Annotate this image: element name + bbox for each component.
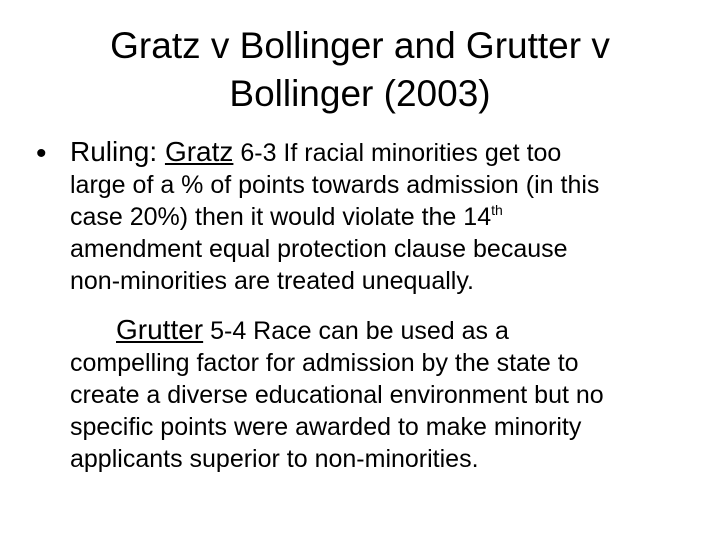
grutter-ruling-paragraph <box>70 314 710 475</box>
title-line-1: Gratz v Bollinger and Grutter v <box>110 25 610 66</box>
gratz-ruling-paragraph <box>70 136 710 297</box>
gratz-line-4: amendment equal protection clause because <box>70 235 568 263</box>
gratz-line-1 <box>70 136 710 169</box>
grutter-line-5: applicants superior to non-minorities. <box>70 445 479 473</box>
gratz-case-name: Gratz <box>164 136 234 167</box>
gratz-line-5: non-minorities are treated unequally. <box>70 267 474 295</box>
gratz-line-1-text: 6-3 If racial minorities get too <box>233 139 562 167</box>
slide-title <box>40 22 680 118</box>
grutter-case-name: Grutter <box>116 314 204 345</box>
grutter-line-1-text: 5-4 Race can be used as a <box>203 317 509 345</box>
grutter-line-2: compelling factor for admission by the state to <box>70 349 579 377</box>
title-line-2: Bollinger (2003) <box>229 73 491 114</box>
bullet-icon: • <box>36 137 47 170</box>
grutter-line-4: specific points were awarded to make minority <box>70 413 582 441</box>
grutter-line-3: create a diverse educational environment but no <box>70 381 604 409</box>
ordinal-suffix: th <box>491 202 503 218</box>
gratz-line-3-text: case 20%) then it would violate the 14 <box>70 203 492 231</box>
gratz-line-2: large of a % of points towards admission (in this <box>70 171 600 199</box>
ruling-label: Ruling: <box>70 136 165 167</box>
grutter-line-1 <box>70 314 710 347</box>
gratz-line-3 <box>70 201 710 233</box>
